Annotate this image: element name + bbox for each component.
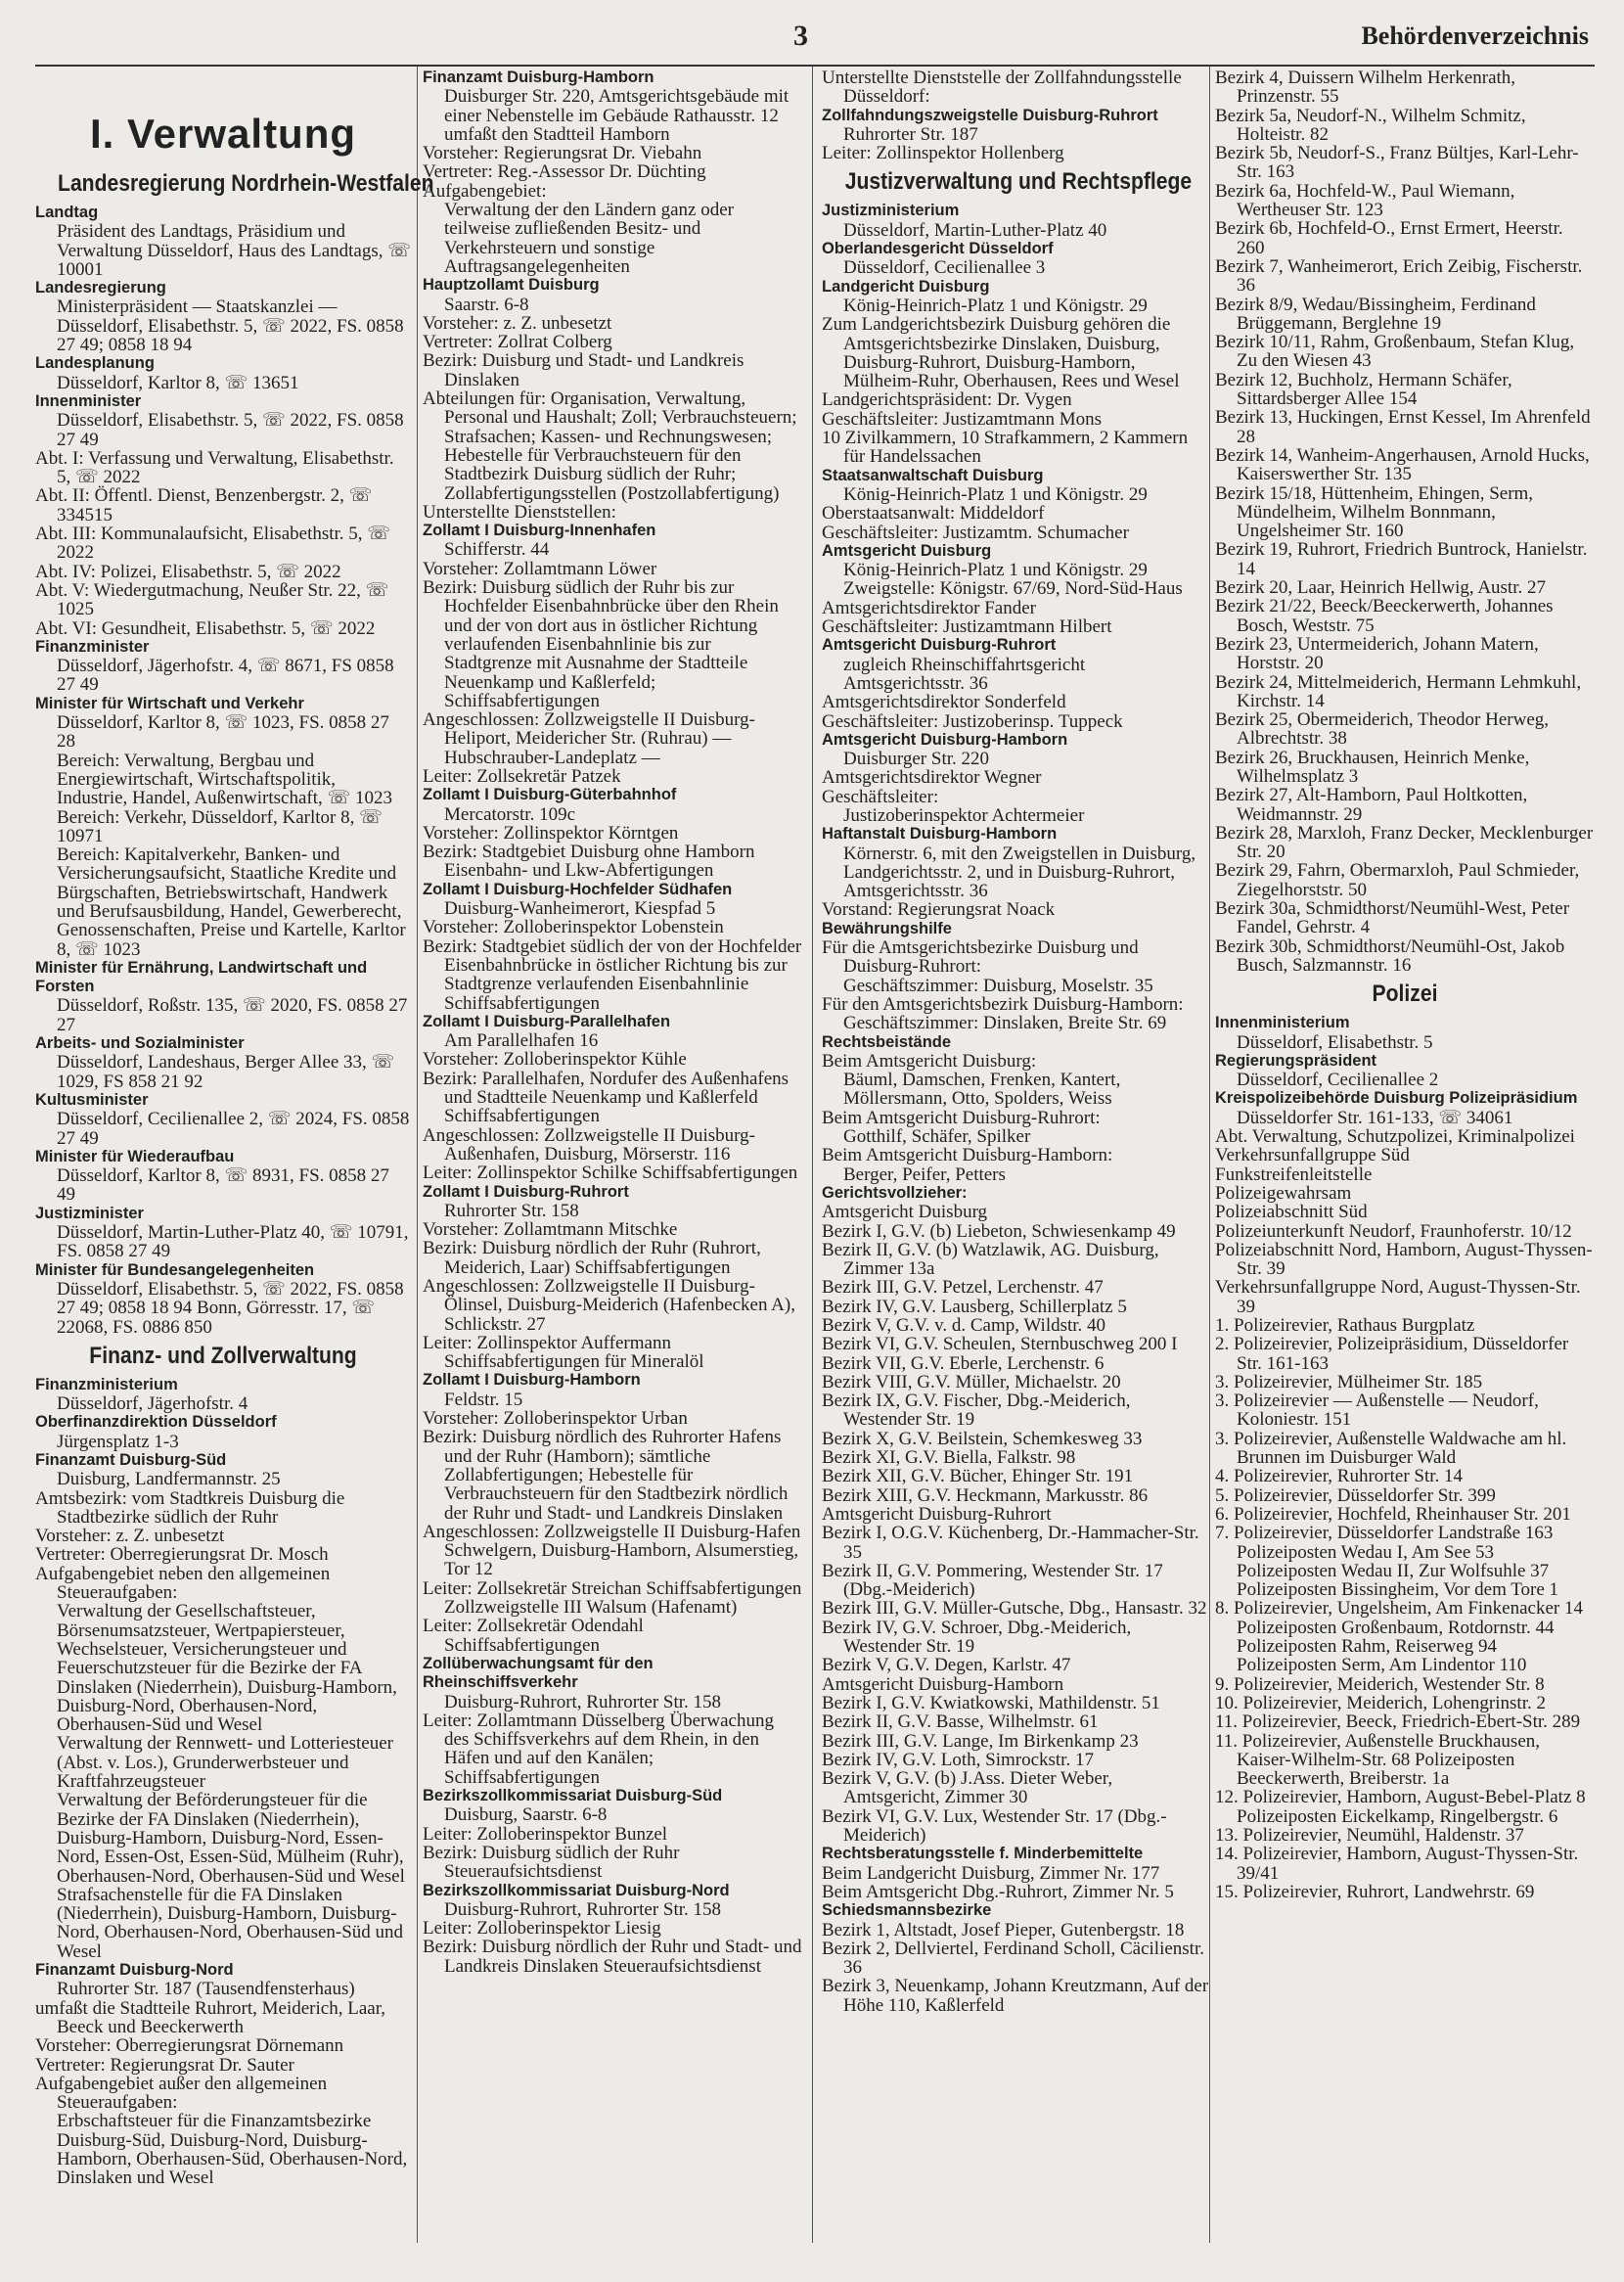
page-header bbox=[35, 18, 1595, 67]
entry-text: Düsseldorf, Karltor 8, ☏ 13651 bbox=[57, 372, 299, 393]
entry-line: Bezirk 6b, Hochfeld-O., Ernst Ermert, Heerstr. 260 bbox=[1215, 218, 1563, 258]
entry-line: Bezirk 25, Obermeiderich, Theodor Herweg, Albrechtstr. 38 bbox=[1215, 709, 1549, 750]
authority-name: Zollamt I Duisburg-Hamborn bbox=[423, 1371, 641, 1390]
entry-text: Feldstr. 15 bbox=[444, 1389, 523, 1410]
entry-line: Abt. VI: Gesundheit, Elisabethstr. 5, ☏ 2022 bbox=[35, 617, 376, 639]
entry-line: Aufgabengebiet: bbox=[423, 180, 547, 202]
entry-text: Ruhrorter Str. 158 bbox=[444, 1200, 579, 1221]
entry-line: 11. Polizeirevier, Beeck, Friedrich-Ebert-Str. 289 bbox=[1215, 1712, 1581, 1733]
entry-text: Düsseldorf, Karltor 8, ☏ 1023, FS. 0858 27 28 bbox=[57, 712, 389, 753]
authority-name: Amtsgericht Duisburg bbox=[822, 541, 992, 560]
entry-line: 1. Polizeirevier, Rathaus Burgplatz bbox=[1215, 1315, 1475, 1336]
entry-line: 8. Polizeirevier, Ungelsheim, Am Finkenacker 14 Polizeiposten Großenbaum, Rotdornstr. 44 Polizeiposten Rahm, Reiserweg 94 Polizeiposten Serm, Am Lindentor 110 bbox=[1215, 1598, 1583, 1676]
entry-text: Ministerpräsident — Staatskanzlei — Düsseldorf, Elisabethstr. 5, ☏ 2022, FS. 0858 27 49; 0858 18 94 bbox=[57, 297, 404, 356]
authority-name: Landesregierung bbox=[35, 279, 166, 297]
authority-name: Finanzminister bbox=[35, 637, 150, 656]
entry-text: Düsseldorf, Jägerhofstr. 4 bbox=[57, 1393, 248, 1415]
entry-line: Bezirk XII, G.V. Bücher, Ehinger Str. 191 bbox=[822, 1466, 1134, 1487]
entry-line: Bezirk 26, Bruckhausen, Heinrich Menke, Wilhelmsplatz 3 bbox=[1215, 747, 1530, 787]
entry-line: Bezirk V, G.V. v. d. Camp, Wildstr. 40 bbox=[822, 1315, 1106, 1336]
entry-line: Vorsteher: Zolloberinspektor Urban bbox=[423, 1408, 688, 1430]
column-2 bbox=[423, 68, 802, 1976]
entry-line: Leiter: Zollsekretär Patzek bbox=[423, 765, 621, 787]
authority-name: Zollamt I Duisburg-Ruhrort bbox=[423, 1182, 629, 1201]
entry-line: 10. Polizeirevier, Meiderich, Lohengrinstr. 2 bbox=[1215, 1692, 1546, 1713]
entry-line: 14. Polizeirevier, Hamborn, August-Thyssen-Str. 39/41 bbox=[1215, 1844, 1579, 1884]
entry-text: Düsseldorf, Elisabethstr. 5, ☏ 2022, FS. 0858 27 49; 0858 18 94 Bonn, Görresstr. 17, ☏ 22068, FS. 0886 850 bbox=[57, 1278, 404, 1338]
entry-text: Düsseldorf, Roßstr. 135, ☏ 2020, FS. 0858 27 27 bbox=[57, 995, 408, 1035]
entry-line: Bezirk VIII, G.V. Müller, Michaelstr. 20 bbox=[822, 1371, 1121, 1392]
entry-text: Geschäftszimmer: Dinslaken, Breite Str. 69 bbox=[843, 1013, 1167, 1034]
entry-line: Geschäftsleiter: bbox=[822, 786, 939, 807]
entry-line: Beim Amtsgericht Duisburg-Ruhrort: bbox=[822, 1107, 1101, 1128]
authority-name: Oberlandesgericht Düsseldorf bbox=[822, 240, 1054, 258]
authority-name: Justizminister bbox=[35, 1204, 144, 1222]
entry-line: Beim Amtsgericht Duisburg: bbox=[822, 1050, 1037, 1072]
column-rule bbox=[1209, 67, 1210, 2243]
authority-name: Minister für Wirtschaft und Verkehr bbox=[35, 694, 304, 712]
authority-name: Zollamt I Duisburg-Innenhafen bbox=[423, 522, 656, 540]
entry-line: 15. Polizeirevier, Ruhrort, Landwehrstr. 69 bbox=[1215, 1881, 1535, 1902]
entry-line: Abt. I: Verfassung und Verwaltung, Elisabethstr. 5, ☏ 2022 bbox=[35, 447, 394, 488]
entry-text: Düsseldorf, Karltor 8, ☏ 8931, FS. 0858 27 49 bbox=[57, 1165, 389, 1206]
entry-line: Geschäftsleiter: Justizamtm. Schumacher bbox=[822, 522, 1129, 543]
entry-line: Polizeiabschnitt Süd bbox=[1215, 1202, 1368, 1223]
entry-line: Vorsteher: z. Z. unbesetzt bbox=[423, 312, 612, 334]
entry-line: Leiter: Zollsekretär Streichan Schiffsabfertigungen Zollzweigstelle III Walsum (Hafenamt) bbox=[423, 1577, 802, 1619]
entry-text: Präsident des Landtags, Präsidium und Verwaltung Düsseldorf, Haus des Landtags, ☏ 10001 bbox=[57, 221, 411, 280]
entry-line: Vorsteher: Zollinspektor Körntgen bbox=[423, 822, 679, 844]
entry-line: Bezirk VI, G.V. Scheulen, Sternbuschweg 200 I bbox=[822, 1334, 1178, 1355]
entry-line: 6. Polizeirevier, Hochfeld, Rheinhauser Str. 201 bbox=[1215, 1503, 1571, 1525]
entry-line: Vorsteher: Oberregierungsrat Dörnemann bbox=[35, 2035, 344, 2057]
entry-text: zugleich Rheinschiffahrtsgericht Amtsgerichtsstr. 36 bbox=[843, 654, 1086, 694]
entry-line: Vorsteher: Regierungsrat Dr. Viebahn bbox=[423, 143, 702, 164]
entry-line: Bezirk X, G.V. Beilstein, Schemkesweg 33 bbox=[822, 1428, 1143, 1449]
entry-text: Düsseldorf, Elisabethstr. 5 bbox=[1237, 1031, 1433, 1053]
entry-line: Bezirk I, G.V. Kwiatkowski, Mathildenstr. 51 bbox=[822, 1692, 1160, 1713]
entry-text: Duisburg, Saarstr. 6-8 bbox=[444, 1804, 608, 1826]
column-rule bbox=[812, 67, 813, 2243]
authority-name: Minister für Ernährung, Landwirtschaft und Forsten bbox=[35, 958, 368, 996]
entry-line: Abt. III: Kommunalaufsicht, Elisabethstr. 5, ☏ 2022 bbox=[35, 524, 391, 564]
entry-line: Amtsgerichtsdirektor Wegner bbox=[822, 767, 1042, 789]
authority-name: Landtag bbox=[35, 204, 99, 221]
entry-text: Justizoberinspektor Achtermeier bbox=[843, 804, 1085, 826]
entry-line: Verkehrsunfallgruppe Süd bbox=[1215, 1145, 1410, 1166]
authority-name: Zollamt I Duisburg-Parallelhafen bbox=[423, 1012, 671, 1030]
column-4 bbox=[1215, 68, 1595, 1901]
authority-name: Zollamt I Duisburg-Hochfelder Südhafen bbox=[423, 880, 733, 898]
entry-line: 5. Polizeirevier, Düsseldorfer Str. 399 bbox=[1215, 1484, 1496, 1506]
entry-text: Geschäftszimmer: Duisburg, Moselstr. 35 bbox=[843, 975, 1153, 996]
entry-line: Beim Amtsgericht Duisburg-Hamborn: bbox=[822, 1145, 1113, 1166]
entry-line: Bezirk 30b, Schmidthorst/Neumühl-Ost, Jakob Busch, Salzmannstr. 16 bbox=[1215, 936, 1565, 976]
entry-text: Düsseldorfer Str. 161-133, ☏ 34061 bbox=[1237, 1107, 1513, 1128]
entry-text: Mercatorstr. 109c bbox=[444, 803, 576, 825]
authority-name: Oberfinanzdirektion Düsseldorf bbox=[35, 1413, 277, 1432]
authority-name: Amtsgericht Duisburg-Ruhrort bbox=[822, 636, 1057, 655]
entry-line: Bezirk 13, Huckingen, Ernst Kessel, Im Ahrenfeld 28 bbox=[1215, 407, 1591, 447]
entry-text: Bäuml, Damschen, Frenken, Kantert, Möllersmann, Otto, Spolders, Weiss bbox=[843, 1070, 1121, 1110]
entry-line: Bezirk 19, Ruhrort, Friedrich Buntrock, Hanielstr. 14 bbox=[1215, 539, 1588, 579]
authority-name: Bewährungshilfe bbox=[822, 919, 952, 937]
entry-line: Abt. IV: Polizei, Elisabethstr. 5, ☏ 2022 bbox=[35, 561, 341, 582]
entry-line: Leiter: Zollinspektor Auffermann Schiffsabfertigungen für Mineralöl bbox=[423, 1332, 704, 1373]
authority-name: Zollamt I Duisburg-Güterbahnhof bbox=[423, 786, 677, 804]
entry-line: Bezirk VI, G.V. Lux, Westender Str. 17 (Dbg.-Meiderich) bbox=[822, 1805, 1167, 1847]
entry-line: Bezirk I, O.G.V. Küchenberg, Dr.-Hammacher-Str. 35 bbox=[822, 1523, 1199, 1563]
section-heading: Landesregierung Nordrhein-Westfalen bbox=[58, 170, 434, 197]
entry-line: Bezirk IX, G.V. Fischer, Dbg.-Meiderich, Westender Str. 19 bbox=[822, 1391, 1131, 1431]
authority-name: Amtsgericht Duisburg-Hamborn bbox=[822, 730, 1068, 749]
entry-text: Düsseldorf, Martin-Luther-Platz 40 bbox=[843, 219, 1107, 241]
entry-line: Bezirk 5b, Neudorf-S., Franz Bültjes, Karl-Lehr-Str. 163 bbox=[1215, 143, 1579, 183]
entry-line: Bezirk XI, G.V. Biella, Falkstr. 98 bbox=[822, 1447, 1076, 1469]
entry-text: Verwaltung der Rennwett- und Lotteriesteuer (Abst. v. Los.), Grunderwerbsteuer und Kraftfahrzeugsteuer bbox=[57, 1733, 393, 1793]
entry-line: Vorstand: Regierungsrat Noack bbox=[822, 899, 1056, 921]
entry-line: Abt. II: Öffentl. Dienst, Benzenbergstr. 2, ☏ 334515 bbox=[35, 485, 373, 525]
entry-line: 11. Polizeirevier, Außenstelle Bruckhausen, Kaiser-Wilhelm-Str. 68 Polizeiposten Beeckerwerth, Breiberstr. 1a bbox=[1215, 1730, 1540, 1790]
entry-line: Funkstreifenleitstelle bbox=[1215, 1164, 1373, 1185]
entry-line: Bezirk IV, G.V. Loth, Simrockstr. 17 bbox=[822, 1749, 1094, 1770]
authority-name: Kreispolizeibehörde Duisburg Polizeipräsidium bbox=[1215, 1089, 1578, 1108]
entry-text: Düsseldorf, Cecilienallee 2, ☏ 2024, FS. 0858 27 49 bbox=[57, 1109, 410, 1149]
entry-text: Duisburg-Ruhrort, Ruhrorter Str. 158 bbox=[444, 1691, 722, 1712]
entry-line: Bezirk III, G.V. Lange, Im Birkenkamp 23 bbox=[822, 1730, 1139, 1752]
entry-line: Vorsteher: Zolloberinspektor Kühle bbox=[423, 1049, 687, 1071]
entry-text: Bereich: Verwaltung, Bergbau und Energiewirtschaft, Wirtschaftspolitik, Industrie, Handel, Außenwirtschaft, ☏ 1023 bbox=[57, 750, 392, 809]
entry-text: Eisenbahn- und Lkw-Abfertigungen bbox=[444, 860, 714, 882]
authority-name: Hauptzollamt Duisburg bbox=[423, 276, 600, 295]
entry-text: König-Heinrich-Platz 1 und Königstr. 29 Zweigstelle: Königstr. 67/69, Nord-Süd-Haus bbox=[843, 560, 1183, 600]
entry-line: Bezirk 4, Duissern Wilhelm Herkenrath, Prinzenstr. 55 bbox=[1215, 68, 1516, 108]
entry-line: 3. Polizeirevier — Außenstelle — Neudorf, Koloniestr. 151 bbox=[1215, 1391, 1539, 1431]
entry-text: Verwaltung der den Ländern ganz oder teilweise zufließenden Besitz- und Verkehrsteuern und sonstige Auftragsangelegenheiten bbox=[444, 200, 734, 277]
entry-line: Bezirk 1, Altstadt, Josef Pieper, Gutenbergstr. 18 bbox=[822, 1919, 1185, 1940]
entry-text: Erbschaftsteuer für die Finanzamtsbezirke Duisburg-Süd, Duisburg-Nord, Duisburg-Hamborn, Oberhausen-Süd, Oberhausen-Nord, Dinslaken und Wesel bbox=[57, 2111, 408, 2189]
entry-line: Polizeiunterkunft Neudorf, Fraunhoferstr. 10/12 bbox=[1215, 1220, 1572, 1242]
entry-text: Verwaltung der Gesellschaftsteuer, Börsenumsatzsteuer, Wertpapiersteuer, Wechselsteuer, Versicherungsteuer und Feuerschutzsteuer für die Bezirke der FA Dinslaken (Niederrhein), Duisburg-Hamborn, Duisburg-Nord, Oberhausen-Nord, Oberhausen-Süd und Wesel bbox=[57, 1601, 397, 1736]
entry-line: Polizeigewahrsam bbox=[1215, 1182, 1352, 1204]
entry-line: Amtsgericht Duisburg-Ruhrort bbox=[822, 1503, 1052, 1525]
entry-text: Düsseldorf, Landeshaus, Berger Allee 33, ☏ 1029, FS 858 21 92 bbox=[57, 1052, 395, 1092]
authority-name: Finanzamt Duisburg-Nord bbox=[35, 1961, 234, 1980]
entry-line: Angeschlossen: Zollzweigstelle II Duisburg-Ölinsel, Duisburg-Meiderich (Hafenbecken A), Schlickstr. 27 bbox=[423, 1276, 795, 1335]
entry-line: Amtsgerichtsdirektor Sonderfeld bbox=[822, 692, 1066, 713]
entry-line: Bezirk IV, G.V. Lausberg, Schillerplatz 5 bbox=[822, 1296, 1127, 1317]
authority-name: Innenministerium bbox=[1215, 1014, 1350, 1032]
authority-name: Landesplanung bbox=[35, 354, 155, 373]
entry-line: Bezirk: Parallelhafen, Nordufer des Außenhafens und Stadtteile Neuenkamp und Kaßlerfeld Schiffsabfertigungen bbox=[423, 1068, 789, 1127]
authority-name: Finanzamt Duisburg-Hamborn bbox=[423, 68, 654, 86]
entry-line: Leiter: Zollsekretär Odendahl Schiffsabfertigungen bbox=[423, 1616, 644, 1656]
entry-line: Bezirk 30a, Schmidthorst/Neumühl-West, Peter Fandel, Gehrstr. 4 bbox=[1215, 898, 1570, 938]
entry-line: Vorsteher: Zolloberinspektor Lobenstein bbox=[423, 917, 724, 938]
entry-line: Vorsteher: Zollamtmann Mitschke bbox=[423, 1219, 678, 1241]
entry-line: Bezirk 10/11, Rahm, Großenbaum, Stefan Klug, Zu den Wiesen 43 bbox=[1215, 332, 1575, 372]
entry-line: umfaßt die Stadtteile Ruhrort, Meiderich, Laar, Beeck und Beeckerwerth bbox=[35, 1997, 386, 2037]
entry-line: Bezirk 29, Fahrn, Obermarxloh, Paul Schmieder, Ziegelhorststr. 50 bbox=[1215, 860, 1580, 900]
entry-line: Bezirk: Duisburg nördlich des Ruhrorter Hafens und der Ruhr (Hamborn); sämtliche Zollabfertigungen; Hebestelle für Verbrauchsteuern für den Stadtbezirk nördlich der Ruhr und Stadt- und Landkreis Dinslaken bbox=[423, 1427, 789, 1524]
authority-name: Minister für Bundesangelegenheiten bbox=[35, 1260, 315, 1279]
entry-line: Bezirk V, G.V. (b) J.Ass. Dieter Weber, Amtsgericht, Zimmer 30 bbox=[822, 1768, 1113, 1808]
authority-name: Finanzamt Duisburg-Süd bbox=[35, 1451, 227, 1469]
entry-line: Bezirk 21/22, Beeck/Beeckerwerth, Johannes Bosch, Weststr. 75 bbox=[1215, 596, 1554, 636]
entry-line: Bezirk 27, Alt-Hamborn, Paul Holtkotten, Weidmannstr. 29 bbox=[1215, 785, 1528, 825]
entry-line: Beim Amtsgericht Dbg.-Ruhrort, Zimmer Nr. 5 bbox=[822, 1881, 1174, 1902]
authority-name: Landgericht Duisburg bbox=[822, 277, 990, 296]
entry-line: Bezirk V, G.V. Degen, Karlstr. 47 bbox=[822, 1655, 1071, 1676]
section-heading: Finanz- und Zollverwaltung bbox=[89, 1342, 357, 1369]
entry-line: Beim Landgericht Duisburg, Zimmer Nr. 177 bbox=[822, 1862, 1160, 1884]
entry-text: Duisburg-Wanheimerort, Kiespfad 5 bbox=[444, 898, 716, 920]
entry-text: Gotthilf, Schäfer, Spilker bbox=[843, 1126, 1031, 1148]
entry-line: Bezirk 23, Untermeiderich, Johann Matern, Horststr. 20 bbox=[1215, 633, 1539, 674]
entry-line: Bezirk: Stadtgebiet südlich der von der Hochfelder Eisenbahnbrücke in östlicher Richtung bis zur Stadtgrenze verlaufenden Eisenbahnlinie Schiffsabfertigungen bbox=[423, 936, 802, 1014]
authority-name: Justizministerium bbox=[822, 202, 960, 220]
entry-text: Schifferstr. 44 bbox=[444, 539, 550, 561]
entry-line: Bezirk 6a, Hochfeld-W., Paul Wiemann, Wertheuser Str. 123 bbox=[1215, 180, 1515, 221]
entry-line: Amtsgerichtsdirektor Fander bbox=[822, 597, 1036, 618]
entry-text: Jürgensplatz 1-3 bbox=[57, 1431, 179, 1452]
authority-name: Zollüberwachungsamt für den Rheinschiffsverkehr bbox=[423, 1654, 654, 1692]
entry-line: Zum Landgerichtsbezirk Duisburg gehören die Amtsgerichtsbezirke Dinslaken, Duisburg, Duisburg-Ruhrort, Duisburg-Hamborn, Mülheim-Ruhr, Oberhausen, Rees und Wesel bbox=[822, 314, 1180, 392]
entry-line: Bezirk: Duisburg und Stadt- und Landkreis Dinslaken bbox=[423, 350, 744, 390]
entry-line: Unterstellte Dienststellen: bbox=[423, 501, 616, 523]
authority-name: Zollfahndungszweigstelle Duisburg-Ruhrort bbox=[822, 106, 1158, 124]
entry-line: Leiter: Zolloberinspektor Liesig bbox=[423, 1918, 661, 1940]
entry-line: Bezirk 28, Marxloh, Franz Decker, Mecklenburger Str. 20 bbox=[1215, 822, 1594, 863]
section-heading: Polizei bbox=[1372, 981, 1438, 1008]
entry-text: Berger, Peifer, Petters bbox=[843, 1164, 1006, 1185]
entry-line: 3. Polizeirevier, Außenstelle Waldwache am hl. Brunnen im Duisburger Wald bbox=[1215, 1428, 1567, 1469]
authority-name: Arbeits- und Sozialminister bbox=[35, 1034, 245, 1053]
entry-line: Verkehrsunfallgruppe Nord, August-Thyssen-Str. 39 bbox=[1215, 1277, 1581, 1317]
entry-line: Bezirk VII, G.V. Eberle, Lerchenstr. 6 bbox=[822, 1352, 1105, 1374]
entry-line: Geschäftsleiter: Justizamtmann Mons bbox=[822, 408, 1102, 430]
entry-text: Ruhrorter Str. 187 bbox=[843, 123, 978, 145]
authority-name: Minister für Wiederaufbau bbox=[35, 1147, 235, 1165]
entry-line: Bezirk: Duisburg nördlich der Ruhr und Stadt- und Landkreis Dinslaken Steueraufsichtsdienst bbox=[423, 1937, 802, 1977]
authority-name: Regierungspräsident bbox=[1215, 1051, 1377, 1070]
entry-line: 2. Polizeirevier, Polizeipräsidium, Düsseldorfer Str. 161-163 bbox=[1215, 1334, 1569, 1374]
authority-name: Gerichtsvollzieher: bbox=[822, 1183, 968, 1202]
entry-text: Strafsachenstelle für die FA Dinslaken (Niederrhein), Duisburg-Hamborn, Duisburg-Nord, Oberhausen-Nord, Oberhausen-Süd und Wesel bbox=[57, 1884, 404, 1962]
entry-line: Bezirk II, G.V. Pommering, Westender Str. 17 (Dbg.-Meiderich) bbox=[822, 1560, 1163, 1601]
entry-line: Amtsgericht Duisburg-Hamborn bbox=[822, 1673, 1064, 1695]
entry-text: König-Heinrich-Platz 1 und Königstr. 29 bbox=[843, 295, 1148, 316]
entry-line: Bezirk: Duisburg südlich der Ruhr Steueraufsichtsdienst bbox=[423, 1842, 680, 1883]
entry-line: Bezirk 2, Dellviertel, Ferdinand Scholl, Cäcilienstr. 36 bbox=[822, 1938, 1204, 1979]
entry-line: Bezirk 15/18, Hüttenheim, Ehingen, Serm, Mündelheim, Wilhelm Bonnmann, Ungelsheimer Str. 160 bbox=[1215, 482, 1534, 542]
entry-text: Unterstellte Dienststelle der Zollfahndungsstelle Düsseldorf: bbox=[822, 68, 1182, 108]
entry-text: Düsseldorf, Martin-Luther-Platz 40, ☏ 10791, FS. 0858 27 49 bbox=[57, 1222, 409, 1262]
column-3 bbox=[822, 68, 1209, 2015]
entry-line: Vertreter: Regierungsrat Dr. Sauter bbox=[35, 2054, 294, 2076]
entry-line: Bezirk 24, Mittelmeiderich, Hermann Lehmkuhl, Kirchstr. 14 bbox=[1215, 671, 1582, 711]
entry-text: Düsseldorf, Jägerhofstr. 4, ☏ 8671, FS 0858 27 49 bbox=[57, 656, 394, 696]
entry-line: Bezirk 8/9, Wedau/Bissingheim, Ferdinand Brüggemann, Berglehne 19 bbox=[1215, 294, 1536, 334]
authority-name: Haftanstalt Duisburg-Hamborn bbox=[822, 825, 1058, 844]
entry-text: Bereich: Kapitalverkehr, Banken- und Versicherungsaufsicht, Staatliche Kredite und Bürgschaften, Betriebswirtschaft, Handwerk und Berufsausbildung, Handel, Gewerberecht, Genossenschaften, Preise und Kartelle, Karltor 8, ☏ 1023 bbox=[57, 844, 406, 960]
entry-line: Amtsbezirk: vom Stadtkreis Duisburg die Stadtbezirke südlich der Ruhr bbox=[35, 1487, 345, 1528]
page-number: 3 bbox=[793, 20, 808, 52]
entry-line: Bezirk II, G.V. (b) Watzlawik, AG. Duisburg, Zimmer 13a bbox=[822, 1239, 1159, 1280]
entry-line: Bezirk: Duisburg südlich der Ruhr bis zur Hochfelder Eisenbahnbrücke über den Rhein und der von dort aus in östlicher Richtung verlaufenden Eisenbahnlinie bis zur Stadtgrenze mit Ausnahme der Stadtteile Neuenkamp und Kaßlerfeld; Schiffsabfertigungen bbox=[423, 577, 779, 711]
entry-line: 3. Polizeirevier, Mülheimer Str. 185 bbox=[1215, 1371, 1483, 1392]
authority-name: Schiedsmannsbezirke bbox=[822, 1901, 992, 1920]
entry-line: 7. Polizeirevier, Düsseldorfer Landstraße 163 Polizeiposten Wedau I, Am See 53 Polizeiposten Wedau II, Zur Wolfsuhle 37 Polizeiposten Bissingheim, Vor dem Tore 1 bbox=[1215, 1523, 1559, 1601]
entry-line: Abt. V: Wiedergutmachung, Neußer Str. 22, ☏ 1025 bbox=[35, 579, 389, 620]
column-rule bbox=[417, 67, 418, 2243]
entry-line: Polizeiabschnitt Nord, Hamborn, August-Thyssen-Str. 39 bbox=[1215, 1239, 1593, 1280]
column-1 bbox=[35, 68, 434, 2189]
entry-text: Düsseldorf, Cecilienallee 3 bbox=[843, 257, 1046, 279]
entry-line: Abt. Verwaltung, Schutzpolizei, Kriminalpolizei bbox=[1215, 1126, 1575, 1148]
entry-line: Vertreter: Zollrat Colberg bbox=[423, 332, 612, 353]
entry-line: Bezirk: Stadtgebiet Duisburg ohne Hamborn bbox=[423, 842, 755, 863]
entry-line: Aufgabengebiet außer den allgemeinen Steueraufgaben: bbox=[35, 2073, 328, 2114]
entry-line: 4. Polizeirevier, Ruhrorter Str. 14 bbox=[1215, 1466, 1464, 1487]
entry-text: Saarstr. 6-8 bbox=[444, 294, 529, 315]
entry-line: Bezirk II, G.V. Basse, Wilhelmstr. 61 bbox=[822, 1712, 1099, 1733]
chapter-heading: I. Verwaltung bbox=[89, 111, 357, 157]
entry-line: Bezirk: Duisburg nördlich der Ruhr (Ruhrort, Meiderich, Laar) Schiffsabfertigungen bbox=[423, 1238, 761, 1278]
authority-name: Staatsanwaltschaft Duisburg bbox=[822, 466, 1044, 484]
entry-line: Landgerichtspräsident: Dr. Vygen bbox=[822, 389, 1072, 411]
entry-line: Abteilungen für: Organisation, Verwaltung, Personal und Haushalt; Zoll; Verbrauchsteuern; Strafsachen; Kassen- und Rechnungswesen; Hebestelle für Verbrauchsteuern für den Stadtbezirk Duisburg südlich der Ruhr; Zollabfertigungsstellen (Postzollabfertigung) bbox=[423, 388, 797, 504]
entry-line: Leiter: Zollamtmann Düsselberg Überwachung des Schiffsverkehrs auf dem Rhein, in den Häfen und auf den Kanälen; Schiffsabfertigungen bbox=[423, 1710, 774, 1788]
entry-text: umfaßt den Stadtteil Hamborn bbox=[444, 123, 670, 145]
entry-line: 10 Zivilkammern, 10 Strafkammern, 2 Kammern für Handelssachen bbox=[822, 428, 1189, 468]
entry-text: Körnerstr. 6, mit den Zweigstellen in Duisburg, Landgerichtsstr. 2, und in Duisburg-Ruhrort, Amtsgerichtsstr. 36 bbox=[843, 843, 1196, 902]
entry-text: Düsseldorf, Cecilienallee 2 bbox=[1237, 1070, 1439, 1091]
authority-name: Kultusminister bbox=[35, 1090, 149, 1109]
entry-line: Bezirk I, G.V. (b) Liebeton, Schwiesenkamp 49 bbox=[822, 1220, 1176, 1242]
authority-name: Innenminister bbox=[35, 391, 142, 410]
entry-line: Bezirk XIII, G.V. Heckmann, Markusstr. 86 bbox=[822, 1484, 1149, 1506]
entry-line: Bezirk 12, Buchholz, Hermann Schäfer, Sittardsberger Allee 154 bbox=[1215, 369, 1512, 410]
entry-text: Duisburger Str. 220, Amtsgerichtsgebäude mit einer Nebenstelle im Gebäude Rathausstr. 12 bbox=[444, 86, 789, 126]
entry-line: Geschäftsleiter: Justizoberinsp. Tuppeck bbox=[822, 710, 1123, 732]
entry-line: Für die Amtsgerichtsbezirke Duisburg und Duisburg-Ruhrort: bbox=[822, 937, 1139, 978]
entry-line: 9. Polizeirevier, Meiderich, Westender Str. 8 bbox=[1215, 1673, 1545, 1695]
entry-text: Duisburg, Landfermannstr. 25 bbox=[57, 1469, 281, 1490]
entry-line: 13. Polizeirevier, Neumühl, Haldenstr. 37 bbox=[1215, 1825, 1524, 1847]
section-heading: Justizverwaltung und Rechtspflege bbox=[844, 168, 1193, 196]
entry-text: Ruhrorter Str. 187 (Tausendfensterhaus) bbox=[57, 1979, 355, 2000]
entry-text: König-Heinrich-Platz 1 und Königstr. 29 bbox=[843, 483, 1148, 505]
entry-line: Bezirk 14, Wanheim-Angerhausen, Arnold Hucks, Kaiserswerther Str. 135 bbox=[1215, 444, 1590, 485]
authority-name: Rechtsbeistände bbox=[822, 1032, 952, 1051]
authority-name: Finanzministerium bbox=[35, 1375, 178, 1393]
entry-line: Vertreter: Reg.-Assessor Dr. Düchting bbox=[423, 161, 706, 183]
entry-text: Düsseldorf, Elisabethstr. 5, ☏ 2022, FS. 0858 27 49 bbox=[57, 410, 404, 450]
entry-text: Duisburg-Ruhrort, Ruhrorter Str. 158 bbox=[444, 1898, 722, 1920]
running-title: Behördenverzeichnis bbox=[1361, 22, 1589, 50]
authority-name: Bezirkszollkommissariat Duisburg-Nord bbox=[423, 1881, 730, 1899]
entry-line: Vorsteher: Zollamtmann Löwer bbox=[423, 558, 657, 579]
entry-line: Bezirk 20, Laar, Heinrich Hellwig, Austr. 27 bbox=[1215, 577, 1546, 599]
entry-line: Bezirk III, G.V. Petzel, Lerchenstr. 47 bbox=[822, 1277, 1104, 1299]
entry-line: Bezirk IV, G.V. Schroer, Dbg.-Meiderich, Westender Str. 19 bbox=[822, 1617, 1132, 1658]
authority-name: Rechtsberatungsstelle f. Minderbemittelte bbox=[822, 1845, 1144, 1863]
entry-line: Bezirk 7, Wanheimerort, Erich Zeibig, Fischerstr. 36 bbox=[1215, 255, 1583, 297]
entry-line: Bezirk 3, Neuenkamp, Johann Kreutzmann, Auf der Höhe 110, Kaßlerfeld bbox=[822, 1976, 1209, 2016]
entry-line: Vertreter: Oberregierungsrat Dr. Mosch bbox=[35, 1544, 329, 1566]
entry-text: Verwaltung der Beförderungsteuer für die Bezirke der FA Dinslaken (Niederrhein), Duisburg-Hamborn, Duisburg-Nord, Essen-Nord, Essen-Ost, Essen-Süd, Mülheim (Ruhr), Oberhausen-Nord, Oberhausen-Süd und Wesel bbox=[57, 1790, 405, 1887]
entry-line: Vorsteher: z. Z. unbesetzt bbox=[35, 1526, 225, 1547]
entry-line: Angeschlossen: Zollzweigstelle II Duisburg-Heliport, Meidericher Str. (Ruhrau) — Hubschrauber-Landeplatz — bbox=[423, 709, 755, 768]
entry-text: Duisburger Str. 220 bbox=[843, 749, 990, 770]
entry-line: Oberstaatsanwalt: Middeldorf bbox=[822, 503, 1045, 525]
authority-name: Bezirkszollkommissariat Duisburg-Süd bbox=[423, 1787, 723, 1805]
entry-text: Am Parallelhafen 16 bbox=[444, 1030, 599, 1052]
entry-line: Bezirk III, G.V. Müller-Gutsche, Dbg., Hansastr. 32 bbox=[822, 1598, 1207, 1620]
entry-line: Angeschlossen: Zollzweigstelle II Duisburg-Hafen Schwelgern, Duisburg-Hamborn, Alsumerstieg, Tor 12 bbox=[423, 1521, 801, 1580]
entry-line: Geschäftsleiter: Justizamtmann Hilbert bbox=[822, 616, 1112, 638]
entry-line: Aufgabengebiet neben den allgemeinen Steueraufgaben: bbox=[35, 1563, 331, 1604]
entry-line: Bezirk 5a, Neudorf-N., Wilhelm Schmitz, Holteistr. 82 bbox=[1215, 105, 1526, 145]
entry-line: Leiter: Zolloberinspektor Bunzel bbox=[423, 1823, 668, 1845]
entry-line: 12. Polizeirevier, Hamborn, August-Bebel-Platz 8 Polizeiposten Eickelkamp, Ringelbergstr. 6 bbox=[1215, 1787, 1586, 1827]
entry-line: Für den Amtsgerichtsbezirk Duisburg-Hamborn: bbox=[822, 993, 1184, 1015]
entry-text: Bereich: Verkehr, Düsseldorf, Karltor 8, ☏ 10971 bbox=[57, 806, 383, 846]
entry-line: Leiter: Zollinspektor Hollenberg bbox=[822, 143, 1064, 164]
entry-line: Leiter: Zollinspektor Schilke Schiffsabfertigungen bbox=[423, 1163, 798, 1184]
entry-line: Angeschlossen: Zollzweigstelle II Duisburg-Außenhafen, Duisburg, Mörserstr. 116 bbox=[423, 1124, 755, 1164]
entry-line: Amtsgericht Duisburg bbox=[822, 1202, 988, 1223]
